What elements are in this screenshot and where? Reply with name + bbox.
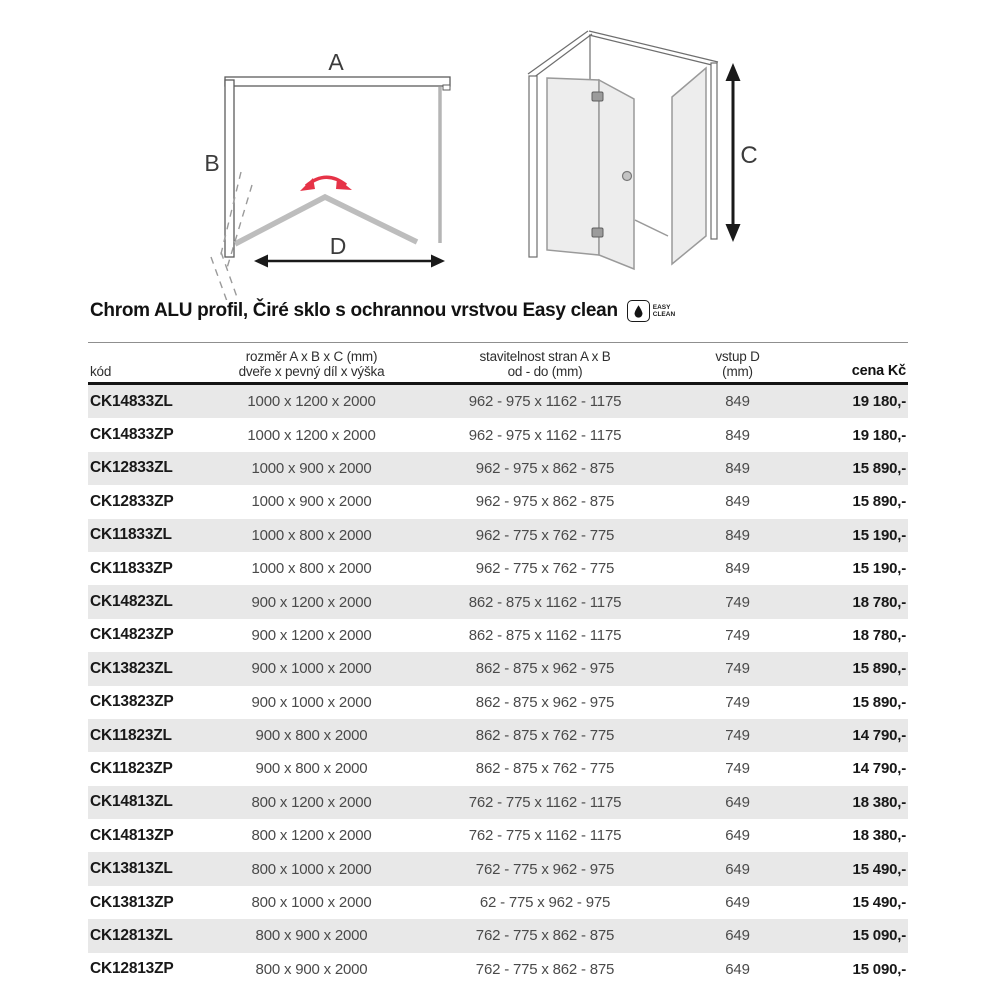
table-row bbox=[88, 819, 908, 852]
cell-rozmer: 800 x 900 x 2000 bbox=[255, 927, 368, 945]
cell-vstup: 849 bbox=[725, 459, 750, 477]
table-row bbox=[88, 752, 908, 785]
cell-kod: CK11823ZL bbox=[90, 726, 172, 744]
cell-rozmer: 1000 x 900 x 2000 bbox=[251, 493, 372, 511]
cell-vstup: 649 bbox=[725, 860, 750, 878]
cell-kod: CK13823ZL bbox=[90, 659, 173, 677]
cell-cena: 15 890,- bbox=[852, 493, 906, 511]
cell-vstup: 849 bbox=[725, 426, 750, 444]
header-stavitelnost bbox=[405, 349, 685, 379]
header-kod: kód bbox=[90, 364, 112, 379]
table-row bbox=[88, 485, 908, 518]
technical-diagrams bbox=[0, 0, 1000, 300]
cell-rozmer: 800 x 1000 x 2000 bbox=[251, 860, 372, 878]
cell-cena: 15 190,- bbox=[852, 560, 906, 578]
table-row bbox=[88, 852, 908, 885]
table-row bbox=[88, 953, 908, 986]
perspective-view-diagram bbox=[528, 31, 758, 269]
cell-kod: CK14813ZP bbox=[90, 826, 174, 844]
table-row bbox=[88, 886, 908, 919]
header-vstup bbox=[685, 349, 790, 379]
cell-rozmer: 1000 x 1200 x 2000 bbox=[247, 393, 376, 411]
table-row bbox=[88, 919, 908, 952]
cell-stavitelnost: 862 - 875 x 962 - 975 bbox=[475, 660, 615, 678]
right-frame-profile bbox=[711, 63, 717, 239]
cell-stavitelnost: 762 - 775 x 1162 - 1175 bbox=[468, 793, 622, 811]
cell-cena: 15 090,- bbox=[852, 927, 906, 945]
cell-cena: 15 090,- bbox=[852, 960, 906, 978]
cell-stavitelnost: 762 - 775 x 1162 - 1175 bbox=[468, 827, 622, 845]
cell-stavitelnost: 862 - 875 x 762 - 775 bbox=[475, 760, 615, 778]
label-dimension-c: C bbox=[740, 142, 758, 169]
table-row bbox=[88, 719, 908, 752]
easy-clean-label-bottom: CLEAN bbox=[652, 311, 676, 318]
cell-vstup: 749 bbox=[725, 727, 750, 745]
header-stavitelnost-line2: od - do (mm) bbox=[507, 364, 583, 379]
header-rozmer bbox=[218, 349, 405, 379]
cell-rozmer: 800 x 1200 x 2000 bbox=[251, 827, 372, 845]
cell-vstup: 649 bbox=[725, 793, 750, 811]
header-rozmer-line1: rozměr A x B x C (mm) bbox=[245, 349, 378, 364]
label-dimension-b: B bbox=[204, 150, 220, 176]
cell-kod: CK13813ZL bbox=[90, 860, 173, 878]
cell-stavitelnost: 962 - 975 x 862 - 875 bbox=[475, 493, 615, 511]
cell-cena: 14 790,- bbox=[852, 727, 906, 745]
cell-cena: 15 890,- bbox=[852, 660, 906, 678]
cell-stavitelnost: 62 - 775 x 962 - 975 bbox=[479, 894, 611, 912]
table-row bbox=[88, 452, 908, 485]
wall-profile-top bbox=[225, 77, 450, 86]
cell-cena: 19 180,- bbox=[852, 393, 906, 411]
cell-stavitelnost: 762 - 775 x 862 - 875 bbox=[475, 960, 615, 978]
easy-clean-label-top: EASY bbox=[652, 304, 671, 311]
table-row bbox=[88, 418, 908, 451]
cell-cena: 19 180,- bbox=[852, 426, 906, 444]
easy-clean-badge bbox=[627, 300, 675, 322]
cell-vstup: 749 bbox=[725, 593, 750, 611]
header-cena: cena Kč bbox=[851, 363, 906, 379]
wall-profile-top-lip bbox=[443, 85, 450, 90]
cell-vstup: 649 bbox=[725, 827, 750, 845]
label-dimension-a: A bbox=[328, 49, 344, 75]
cell-cena: 15 490,- bbox=[852, 860, 906, 878]
cell-stavitelnost: 862 - 875 x 1162 - 1175 bbox=[468, 626, 622, 644]
table-body bbox=[88, 385, 908, 986]
cell-rozmer: 1000 x 1200 x 2000 bbox=[247, 426, 376, 444]
cell-kod: CK14813ZL bbox=[90, 793, 173, 811]
dimension-c-arrow bbox=[726, 63, 741, 242]
cell-vstup: 649 bbox=[725, 960, 750, 978]
cell-rozmer: 900 x 800 x 2000 bbox=[255, 727, 368, 745]
label-dimension-d: D bbox=[329, 233, 347, 259]
easy-clean-label bbox=[653, 304, 675, 318]
table-row bbox=[88, 619, 908, 652]
swing-arrow-icon bbox=[300, 177, 352, 191]
hinge-top-icon bbox=[592, 92, 603, 101]
cell-stavitelnost: 762 - 775 x 962 - 975 bbox=[475, 860, 615, 878]
left-wall-profile bbox=[529, 76, 537, 257]
page-title: Chrom ALU profil, Čiré sklo s ochrannou vrstvou Easy clean bbox=[90, 300, 618, 321]
cell-vstup: 649 bbox=[725, 894, 750, 912]
table-row bbox=[88, 585, 908, 618]
droplet-icon bbox=[627, 300, 650, 322]
cell-kod: CK11833ZL bbox=[90, 526, 172, 544]
cell-cena: 18 780,- bbox=[852, 626, 906, 644]
cell-kod: CK12813ZL bbox=[90, 926, 173, 944]
wall-profile-left bbox=[225, 80, 234, 257]
cell-cena: 18 380,- bbox=[852, 793, 906, 811]
header-vstup-line1: vstup D bbox=[715, 349, 760, 364]
cell-rozmer: 800 x 1000 x 2000 bbox=[251, 894, 372, 912]
plan-view-diagram bbox=[204, 49, 450, 300]
table-row bbox=[88, 385, 908, 418]
cell-rozmer: 900 x 800 x 2000 bbox=[255, 760, 368, 778]
cell-kod: CK14833ZP bbox=[90, 426, 174, 444]
hinge-bottom-icon bbox=[592, 228, 603, 237]
door-knob-icon bbox=[623, 172, 632, 181]
cell-vstup: 749 bbox=[725, 660, 750, 678]
cell-cena: 15 490,- bbox=[852, 894, 906, 912]
cell-rozmer: 800 x 1200 x 2000 bbox=[251, 793, 372, 811]
cell-stavitelnost: 862 - 875 x 1162 - 1175 bbox=[468, 593, 622, 611]
table-header bbox=[88, 343, 908, 385]
cell-cena: 18 780,- bbox=[852, 593, 906, 611]
cell-vstup: 749 bbox=[725, 760, 750, 778]
cell-stavitelnost: 862 - 875 x 762 - 775 bbox=[475, 727, 615, 745]
cell-stavitelnost: 962 - 775 x 762 - 775 bbox=[475, 560, 615, 578]
cell-vstup: 749 bbox=[725, 626, 750, 644]
header-rozmer-line2: dveře x pevný díl x výška bbox=[238, 364, 385, 379]
bottom-rail-line bbox=[635, 220, 668, 236]
top-frame-edges bbox=[528, 31, 718, 79]
cell-cena: 15 190,- bbox=[852, 526, 906, 544]
header-stavitelnost-line1: stavitelnost stran A x B bbox=[479, 349, 611, 364]
cell-stavitelnost: 762 - 775 x 862 - 875 bbox=[475, 927, 615, 945]
cell-kod: CK14823ZL bbox=[90, 593, 173, 611]
fixed-glass-panel bbox=[547, 78, 599, 255]
cell-vstup: 849 bbox=[725, 560, 750, 578]
cell-kod: CK11823ZP bbox=[90, 759, 173, 777]
cell-rozmer: 900 x 1200 x 2000 bbox=[251, 626, 372, 644]
dimension-d-arrow bbox=[254, 255, 445, 268]
cell-kod: CK12833ZP bbox=[90, 492, 174, 510]
header-vstup-line2: (mm) bbox=[722, 364, 753, 379]
cell-kod: CK12833ZL bbox=[90, 459, 173, 477]
cell-rozmer: 1000 x 800 x 2000 bbox=[251, 526, 372, 544]
cell-vstup: 849 bbox=[725, 526, 750, 544]
cell-vstup: 849 bbox=[725, 393, 750, 411]
cell-rozmer: 800 x 900 x 2000 bbox=[255, 960, 368, 978]
cell-stavitelnost: 962 - 975 x 1162 - 1175 bbox=[468, 426, 622, 444]
cell-stavitelnost: 862 - 875 x 962 - 975 bbox=[475, 693, 615, 711]
cell-kod: CK12813ZP bbox=[90, 960, 174, 978]
cell-kod: CK13823ZP bbox=[90, 693, 174, 711]
cell-kod: CK11833ZP bbox=[90, 559, 173, 577]
cell-rozmer: 1000 x 800 x 2000 bbox=[251, 560, 372, 578]
cell-stavitelnost: 962 - 775 x 762 - 775 bbox=[475, 526, 615, 544]
table-row bbox=[88, 552, 908, 585]
cell-cena: 14 790,- bbox=[852, 760, 906, 778]
cell-vstup: 649 bbox=[725, 927, 750, 945]
cell-cena: 18 380,- bbox=[852, 827, 906, 845]
cell-cena: 15 890,- bbox=[852, 693, 906, 711]
cell-rozmer: 900 x 1200 x 2000 bbox=[251, 593, 372, 611]
price-table bbox=[88, 342, 908, 986]
cell-kod: CK14833ZL bbox=[90, 392, 173, 410]
cell-vstup: 849 bbox=[725, 493, 750, 511]
cell-rozmer: 1000 x 900 x 2000 bbox=[251, 459, 372, 477]
table-row bbox=[88, 786, 908, 819]
table-row bbox=[88, 652, 908, 685]
cell-stavitelnost: 962 - 975 x 862 - 875 bbox=[475, 459, 615, 477]
title-row bbox=[90, 300, 675, 322]
cell-stavitelnost: 962 - 975 x 1162 - 1175 bbox=[468, 393, 622, 411]
cell-rozmer: 900 x 1000 x 2000 bbox=[251, 693, 372, 711]
table-row bbox=[88, 686, 908, 719]
cell-kod: CK13813ZP bbox=[90, 893, 174, 911]
cell-cena: 15 890,- bbox=[852, 459, 906, 477]
folding-door-line bbox=[235, 197, 417, 244]
table-row bbox=[88, 519, 908, 552]
cell-vstup: 749 bbox=[725, 693, 750, 711]
side-glass-panel bbox=[672, 68, 706, 264]
cell-rozmer: 900 x 1000 x 2000 bbox=[251, 660, 372, 678]
cell-kod: CK14823ZP bbox=[90, 626, 174, 644]
